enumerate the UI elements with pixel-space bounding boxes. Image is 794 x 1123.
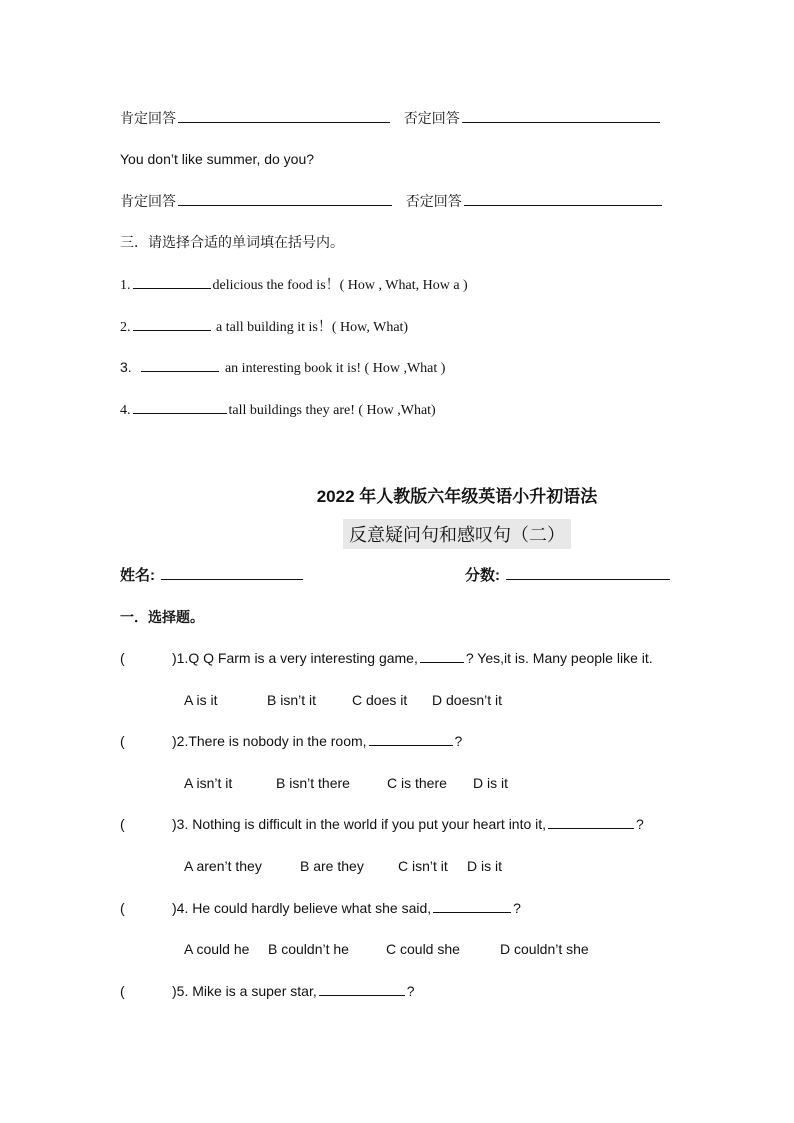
- option-d[interactable]: D is it: [473, 775, 508, 791]
- answer-paren[interactable]: (: [120, 733, 125, 749]
- question-text: )3. Nothing is difficult in the world if you put your heart into it,: [172, 816, 547, 832]
- item-text: a tall building it is！( How, What): [212, 320, 409, 335]
- option-a[interactable]: A is it: [184, 692, 218, 708]
- question-text-after: ?: [406, 983, 415, 999]
- answer-paren[interactable]: (: [120, 650, 125, 666]
- option-c[interactable]: C is there: [387, 775, 447, 791]
- option-b[interactable]: B isn’t there: [276, 775, 350, 791]
- answer-paren[interactable]: (: [120, 900, 125, 916]
- question-text: )5. Mike is a super star,: [172, 983, 317, 999]
- options-3: [184, 856, 502, 876]
- fill-item-4: [120, 399, 436, 421]
- question-3: [120, 814, 644, 834]
- question-text: )1.Q Q Farm is a very interesting game,: [172, 650, 418, 666]
- answer-line-2: [120, 191, 664, 211]
- section3-heading: 三．请选择合适的单词填在括号内。: [120, 234, 344, 250]
- question-4: [120, 898, 521, 918]
- fill-item-3: [120, 357, 445, 379]
- score-label: 分数:: [465, 567, 500, 584]
- question-blank[interactable]: [369, 731, 453, 746]
- option-d[interactable]: D doesn’t it: [432, 692, 503, 708]
- option-d[interactable]: D couldn’t she: [500, 941, 589, 957]
- question-blank[interactable]: [420, 648, 464, 663]
- name-row: [120, 565, 305, 586]
- negative-answer-blank[interactable]: [462, 108, 660, 123]
- options-2: [184, 773, 508, 793]
- option-c[interactable]: C does it: [352, 692, 408, 708]
- option-c[interactable]: C isn’t it: [398, 858, 448, 874]
- section1-heading: 一．选择题。: [120, 609, 204, 625]
- fill-item-2: [120, 316, 408, 338]
- option-a[interactable]: A aren’t they: [184, 858, 262, 874]
- positive-answer-label: 肯定回答: [120, 193, 176, 209]
- question-1: [120, 648, 653, 668]
- answer-line-1: [120, 108, 662, 128]
- question-sentence: You don’t like summer, do you?: [120, 151, 315, 167]
- positive-answer-blank[interactable]: [178, 108, 390, 123]
- negative-answer-label: 否定回答: [403, 110, 460, 126]
- question-blank[interactable]: [319, 981, 405, 996]
- option-b[interactable]: B isn’t it: [267, 692, 317, 708]
- subtitle-wrap: [0, 519, 794, 549]
- fill-blank[interactable]: [133, 316, 211, 331]
- score-row: [465, 565, 672, 586]
- question-blank[interactable]: [433, 898, 511, 913]
- options-4: [184, 939, 589, 959]
- score-blank[interactable]: [506, 565, 670, 580]
- question-text-after: ?: [513, 900, 521, 916]
- options-1: [184, 690, 502, 710]
- positive-answer-blank[interactable]: [178, 191, 392, 206]
- option-b[interactable]: B couldn’t he: [268, 941, 349, 957]
- fill-item-1: [120, 274, 468, 296]
- answer-paren[interactable]: (: [120, 816, 125, 832]
- question-text: )2.There is nobody in the room,: [172, 733, 367, 749]
- question-text-after: ?: [454, 733, 463, 749]
- item-text: an interesting book it is! ( How ,What ): [221, 361, 446, 376]
- fill-blank[interactable]: [133, 399, 227, 414]
- question-2: [120, 731, 462, 751]
- item-number: 2.: [120, 320, 131, 335]
- question-blank[interactable]: [548, 814, 634, 829]
- option-b[interactable]: B are they: [300, 858, 364, 874]
- negative-answer-label: 否定回答: [405, 193, 462, 209]
- name-label: 姓名:: [120, 567, 155, 584]
- answer-paren[interactable]: (: [120, 983, 125, 999]
- item-text: delicious the food is！( How , What, How a ): [212, 278, 468, 293]
- question-text-after: ?: [636, 816, 644, 832]
- question-text-after: ? Yes,it is. Many people like it.: [465, 650, 653, 666]
- item-number: 4.: [120, 403, 131, 418]
- fill-blank[interactable]: [133, 274, 211, 289]
- worksheet-title: 2022 年人教版六年级英语小升初语法: [316, 487, 598, 506]
- item-number: 3.: [120, 359, 132, 375]
- positive-answer-label: 肯定回答: [120, 110, 176, 126]
- name-blank[interactable]: [161, 565, 303, 580]
- item-number: 1.: [120, 278, 131, 293]
- negative-answer-blank[interactable]: [464, 191, 662, 206]
- option-d[interactable]: D is it: [467, 858, 502, 874]
- question-text: )4. He could hardly believe what she said,: [172, 900, 432, 916]
- option-a[interactable]: A isn’t it: [184, 775, 233, 791]
- worksheet-subtitle: 反意疑问句和感叹句（二）: [343, 519, 571, 549]
- option-a[interactable]: A could he: [184, 941, 250, 957]
- item-text: tall buildings they are! ( How ,What): [228, 403, 436, 418]
- question-5: [120, 981, 415, 1001]
- fill-blank[interactable]: [141, 357, 219, 372]
- option-c[interactable]: C could she: [386, 941, 460, 957]
